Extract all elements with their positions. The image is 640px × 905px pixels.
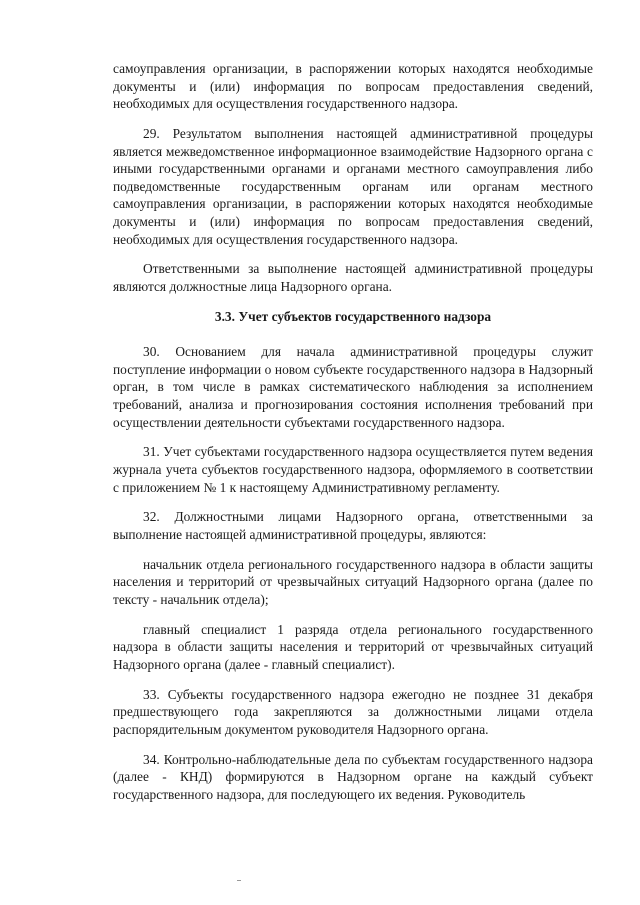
paragraph-continuation: самоуправления организации, в распоряжении которых находятся необходимые документы и (или) информация по вопросам предоставления сведений, необходимых для осуществления государственного надзора. [113,61,593,112]
paragraph-30: 30. Основанием для начала административной процедуры служит поступление информации о новом субъекте государственного надзора в Надзорный орган, в том числе в рамках систематического наблюдения за исполнением требований, анализа и прогнозирования состояния исполнения требований при осуществлении деятельности субъектами государственного надзора. [113,344,593,430]
scan-speck [237,880,241,881]
paragraph-31: 31. Учет субъектами государственного надзора осуществляется путем ведения журнала учета субъектов государственного надзора, оформляемого в соответствии с приложением № 1 к настоящему Административному регламенту. [113,444,593,495]
paragraph-34: 34. Контрольно-наблюдательные дела по субъектам государственного надзора (далее - КНД) формируются в Надзорном органе на каждый субъект государственного надзора, для последующего их ведения. Руководитель [113,751,593,802]
document-body [113,60,593,816]
paragraph-33: 33. Субъекты государственного надзора ежегодно не позднее 31 декабря предшествующего года закрепляются за должностными лицами отдела распорядительным документом руководителя Надзорного органа. [113,686,593,737]
paragraph-32: 32. Должностными лицами Надзорного органа, ответственными за выполнение настоящей административной процедуры, являются: [113,509,593,542]
paragraph-29: 29. Результатом выполнения настоящей административной процедуры является межведомственное информационное взаимодействие Надзорного органа с иными государственными органами и органами местного самоуправления либо подведомственные государственным органам или органам местного самоуправления организации, в распоряжении которых находятся необходимые документы и (или) информация по вопросам предоставления сведений, необходимых для осуществления государственного надзора. [113,125,593,247]
paragraph-responsible: Ответственными за выполнение настоящей административной процедуры являются должностные лица Надзорного органа. [113,261,593,294]
paragraph-32-item-1: начальник отдела регионального государственного надзора в области защиты населения и территорий от чрезвычайных ситуаций Надзорного органа (далее по тексту - начальник отдела); [113,556,593,607]
paragraph-32-item-2: главный специалист 1 разряда отдела регионального государственного надзора в области защиты населения и территорий от чрезвычайных ситуаций Надзорного органа (далее - главный специалист). [113,621,593,672]
section-heading: 3.3. Учет субъектов государственного надзора [214,308,492,324]
